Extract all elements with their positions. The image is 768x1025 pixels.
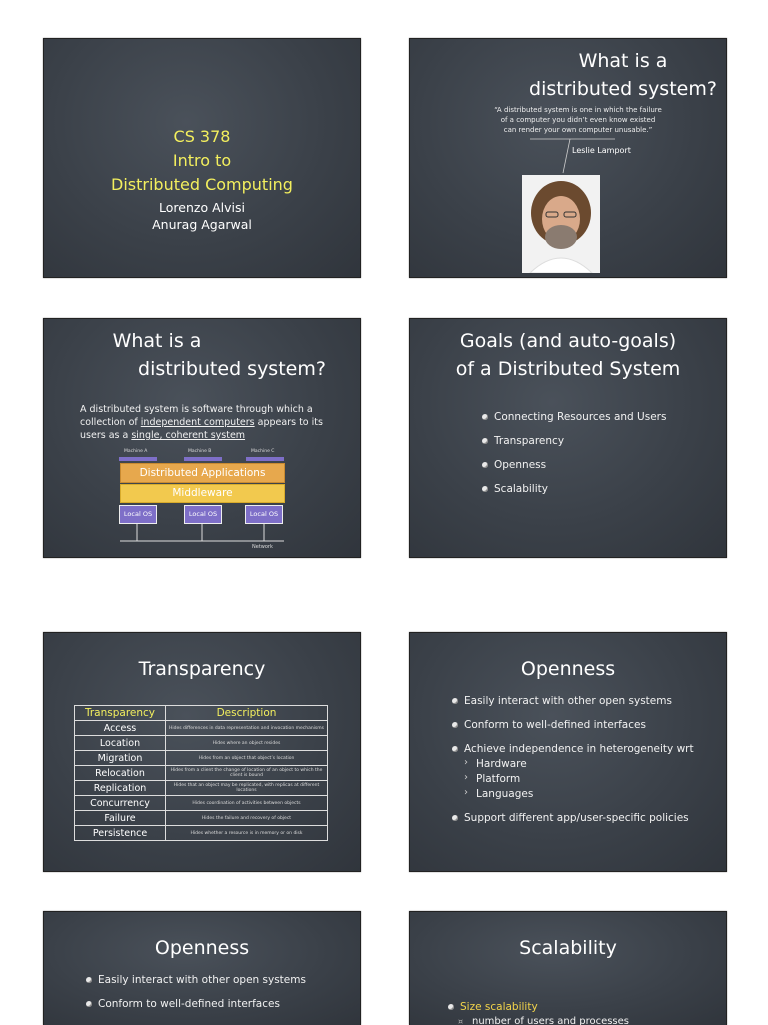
machine-label: Machine B [188,449,212,454]
table-row: Access Hides differences in data representation and invocation mechanisms [75,721,328,736]
list-item: Size scalability [446,1000,726,1014]
local-os-box: Local OS [184,505,222,524]
slide-title: Scalability [519,937,617,959]
slide-openness [409,632,727,872]
network-lines [44,319,360,557]
openness-list [450,694,726,835]
author-name: Anurag Agarwal [152,217,252,232]
table-row: Persistence Hides whether a resource is in memory or on disk [75,826,328,841]
local-os-box: Local OS [119,505,157,524]
author-name: Lorenzo Alvisi [159,200,245,215]
slide-title: distributed system? [529,78,717,100]
slide-lamport-quote [409,38,727,278]
local-os-box: Local OS [245,505,283,524]
list-item: Conform to well-defined interfaces [84,997,360,1011]
table-row: Concurrency Hides coordination of activities between objects [75,796,328,811]
sub-item: ¤ number of users and processes [446,1015,726,1025]
list-item: Transparency [480,434,726,448]
sub-item: › Platform [450,772,726,786]
transparency-table [74,705,328,841]
list-item: Easily interact with other open systems [450,694,726,708]
list-item: Scalability [480,482,726,496]
course-title-line: Intro to [172,151,232,170]
scalability-list [446,1000,726,1025]
distributed-applications-layer: Distributed Applications [120,463,285,483]
slide-title: Transparency [138,658,266,680]
slide-title: Goals (and auto-goals) [459,330,677,352]
slide-openness-2 [43,911,361,1025]
slide-scalability [409,911,727,1025]
middleware-layer: Middleware [120,484,285,503]
attribution: Leslie Lamport [572,146,631,155]
goals-list [480,410,726,506]
course-code: CS 378 [173,127,231,146]
slide-title: distributed system? [138,358,326,380]
sub-item: › Hardware [450,757,726,771]
sub-item: › Languages [450,787,726,801]
list-item: Easily interact with other open systems [84,973,360,987]
slide-definition [43,318,361,558]
list-item: Openness [480,458,726,472]
slide-title: Openness [520,658,616,680]
portrait-photo [522,175,600,273]
column-header: Description [166,706,328,721]
table-row: Replication Hides that an object may be replicated, with replicas at different locations [75,781,328,796]
slide-transparency [43,632,361,872]
slide-title: What is a [112,330,202,352]
list-item: Achieve independence in heterogeneity wrt [450,742,726,756]
definition-text: A distributed system is software through which a collection of independent computers appears to its users as a single, coherent system [80,404,323,441]
table-row: Location Hides where an object resides [75,736,328,751]
table-row: Migration Hides from an object that object’s location [75,751,328,766]
table-row: Relocation Hides from a client the change of location of an object to which the client is bound [75,766,328,781]
list-item: Support different app/user-specific policies [450,811,726,825]
slide-title: What is a [578,50,668,72]
slide-title [43,38,361,278]
machine-label: Machine C [251,449,275,454]
openness-list [84,973,360,1021]
quote: “A distributed system is one in which the failure of a computer you didn’t even know existed can render your own computer unusable.” [494,106,662,134]
network-label: Network [252,544,273,550]
column-header: Transparency [75,706,166,721]
list-item: Connecting Resources and Users [480,410,726,424]
list-item: Conform to well-defined interfaces [450,718,726,732]
slide-goals [409,318,727,558]
slide-title: Openness [154,937,250,959]
course-title-line: Distributed Computing [111,175,293,194]
table-row: Failure Hides the failure and recovery of object [75,811,328,826]
slide-title: of a Distributed System [455,358,681,380]
machine-label: Machine A [124,449,148,454]
